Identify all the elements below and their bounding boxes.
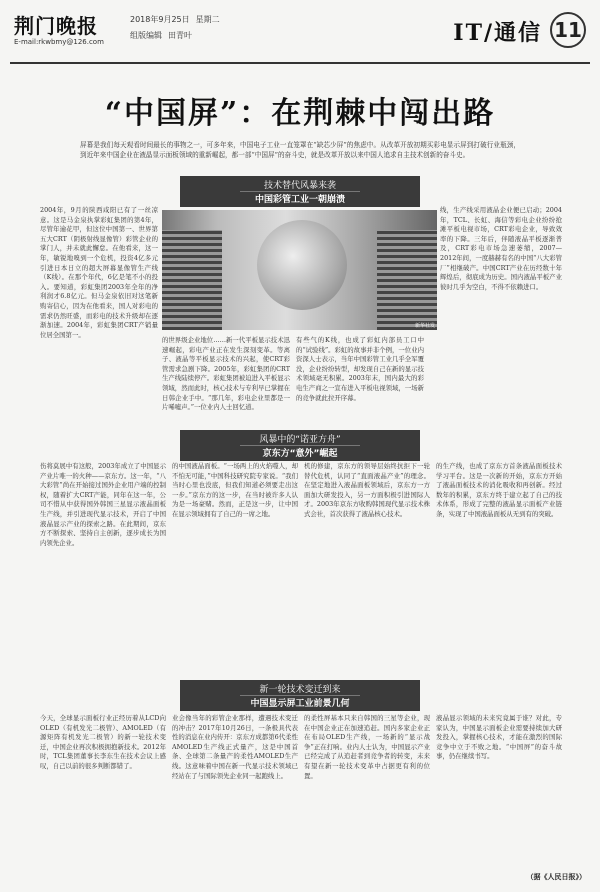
section-heading-line2: 中国显示屏工业前景几何 bbox=[240, 695, 360, 711]
section-heading-line1: 新一轮技术变迁到来 bbox=[259, 685, 341, 695]
section-heading-3 bbox=[180, 680, 420, 711]
section-heading-1 bbox=[180, 176, 420, 207]
section-heading-line2: 京东方“意外”崛起 bbox=[240, 445, 360, 461]
section3-column-1: 今天，全球显示面板行业正经历着从LCD向OLED（有机发光二极管）、AMOLED（有源矩阵有机发光二极管）的新一轮技术变迁，中国企业再次积极拥抱新技术。2012年时，TCL集团董事长李东生在技术会议上感叹，自己以前的很多判断都错了。 bbox=[40, 714, 166, 770]
article-headline: “中国屏”：在荆棘中闯出路 bbox=[104, 96, 496, 131]
editor-name: 田青叶 bbox=[168, 31, 192, 40]
photo-globe bbox=[257, 220, 347, 310]
section-heading-line1: 风暴中的“诺亚方舟” bbox=[259, 435, 341, 445]
section-heading-line1: 技术替代风暴来袭 bbox=[263, 181, 336, 191]
photo-shelf-right bbox=[377, 230, 437, 330]
editor-line bbox=[130, 30, 192, 41]
article-lead: 屏幕是我们每天观看时间最长的事物之一，可多年来，中国电子工业一直笼罩在“缺芯少屏”的焦虑中。从改革开放初期买彩电显示屏到打破行业瓶颈，到近年来中国企业在液晶显示面板领域的重新崛起，都一部“中国屏”的奋斗史，就是改革开放以来中国人追求自主技术创新的奋斗史。 bbox=[80, 141, 520, 159]
issue-weekday: 星期二 bbox=[195, 15, 220, 24]
section1-column-2: 的世界级企业地位……新一代平板显示技术迅速崛起，彩电产业正在发生深刻变革。等离子、液晶等平板显示技术的兴起，使CRT彩管需求急剧下降。2005年，彩虹集团的CRT生产线陆续停产。彩虹集团被迫进入平板显示领域，然而此时，核心技术与专利早已掌握在日韩企业手中。“那几年，彩电企业里都是一片唏嘘声。”一位业内人士回忆道。 bbox=[162, 336, 290, 412]
section1-column-1: 2004年，9月的陕西咸阳已有了一丝凉意。这是马金泉执掌彩虹集团的第4年，尽管年逾花甲，但这位中国第一、世界第五大CRT（阴极射线显像管）彩管企业的掌门人，并未就此懈怠。在他看来，这一年，敏锐地嗅到一个危机，投资4亿多元引进日本日立的超大屏幕显像管生产线（K线）。在那个年代，6亿是笔不小的投入。要知道，彩虹集团2003年全年的净利润才6.8亿元。但马金泉依旧对这笔新购寄信心，因为在他看来，国人对彩电的需求仍然旺盛，而彩电的技术升级却在逐渐加速。2004年，彩虹集团CRT产销量位居全国第一。 bbox=[40, 206, 158, 339]
section-heading-line2: 中国彩管工业一朝崩溃 bbox=[240, 191, 360, 207]
section3-column-2: 业会像当年的彩管企业那样，遭遇技术变迁的冲击？2017年10月26日，一条极具代表性的消息在业内传开：京东方成都第6代柔性AMOLED生产线正式量产，这是中国首条、全球第二条量产的柔性AMOLED生产线。这意味着中国在新一代显示技术领域已经站在了与国际领先企业同一起跑线上。 bbox=[172, 714, 298, 780]
section2-column-1: 伤将莫展中有这般，2003年成立了中国显示产业片唯一的火种——京东方。这一年，“八大彩管”尚在开始接过国外企业用户端的控制权，随着扩大CRT产能，同年在这一年，公司不惜从中获得国外韩国三星显示液晶面板生产线，并引进现代显示技术，开启了中国液晶显示产业的探索之路。在此期间，京东方不断探索、坚持自主创新，逐步成长为国内领先企业。 bbox=[40, 462, 166, 547]
article-source: （据《人民日报》） bbox=[526, 873, 586, 881]
section3-column-4: 液晶显示领域的未来究竟属于谁？对此，专家认为，中国显示面板企业需要持续加大研发投入，掌握核心技术，才能在激烈的国际竞争中立于不败之地。“中国屏”的奋斗故事，仍在继续书写。 bbox=[436, 714, 562, 761]
photo-caption: 新华社发 bbox=[414, 323, 435, 329]
section1-column-3: 有些气的K线，也成了彩虹内部员工口中的“试验线”。彩虹的故事并非个例，一位业内资深人士表示，当年中国彩管工业几乎全军覆没，企业纷纷转型，却发现自己在新的显示技术领域毫无积累。2003年末，国内最大的彩电生产商之一宣布进入平板电视领域，一场新的竞争就此拉开序幕。 bbox=[296, 336, 424, 402]
section-heading-2 bbox=[180, 430, 420, 461]
section-title: IT/通信 bbox=[453, 20, 542, 46]
date-line bbox=[130, 14, 220, 25]
section3-column-3: 的柔性屏基本只来自韩国的三星等企业，现在中国企业正在加速追赶。国内多家企业正在布局OLED生产线，一场新的“显示战争”正在打响。业内人士认为，中国显示产业已经完成了从追赶者到竞争者的转变，未来有望在新一轮技术变革中占据更有利的位置。 bbox=[304, 714, 430, 780]
article-photo bbox=[162, 210, 437, 330]
newspaper-logo: 荆门晚报 bbox=[14, 14, 98, 38]
masthead bbox=[10, 6, 590, 64]
section2-column-4: 的生产线，也成了京东方首条液晶面板技术学习平台。这是一次新的开始，京东方开始了液晶面板技术的消化吸收和再创新。经过数年的积累，京东方终于建立起了自己的技术体系，形成了完整的液晶显示面板产业链条，实现了中国液晶面板从无到有的突破。 bbox=[436, 462, 562, 518]
contact-email: E-mail:rkwbmy@126.com bbox=[14, 38, 104, 46]
issue-date: 2018年9月25日 bbox=[130, 15, 190, 24]
section2-column-3: 机的修建，京东方的领导层始终抗拒下一轮替代危机，认同了“直面液晶产业”的理念。在坚定地进入液晶面板领域后，京东方一方面加大研发投入，另一方面积极引进国际人才。2003年京东方收购韩国现代显示技术株式会社，首次获得了液晶核心技术。 bbox=[304, 462, 430, 518]
editor-label: 组版编辑 bbox=[130, 31, 162, 40]
photo-shelf-left bbox=[162, 230, 222, 330]
section2-column-2: 的中国液晶面板。“一场两上的火焰噬人，却不怕无可能，”中国科技研究院专家说。“我们当时心里也没底，但我们知道必须要走出这一步。”京东方的这一步，在当时被许多人认为是一场豪赌。然而，正是这一步，让中国在显示领域拥有了自己的一席之地。 bbox=[172, 462, 298, 518]
masthead-divider bbox=[10, 62, 590, 64]
page-number: 11 bbox=[550, 12, 586, 48]
section1-column-4: 线，生产线采用液晶企业便已启动；2004年，TCL、长虹、海信等彩电企业纷纷抢滩平板电视市场，CRT彩电企业，导致效率的下降。三年后，伴随液晶平板逐渐普及，CRT彩电市场急速萎缩，2007—2012年间，一度赫赫有名的中国“八大彩管厂”相继破产。中国CRT产业在历经数十年辉煌后，彻底成为历史。国内液晶平板产业彼时几乎为空白，不得不依赖进口。 bbox=[440, 206, 562, 291]
